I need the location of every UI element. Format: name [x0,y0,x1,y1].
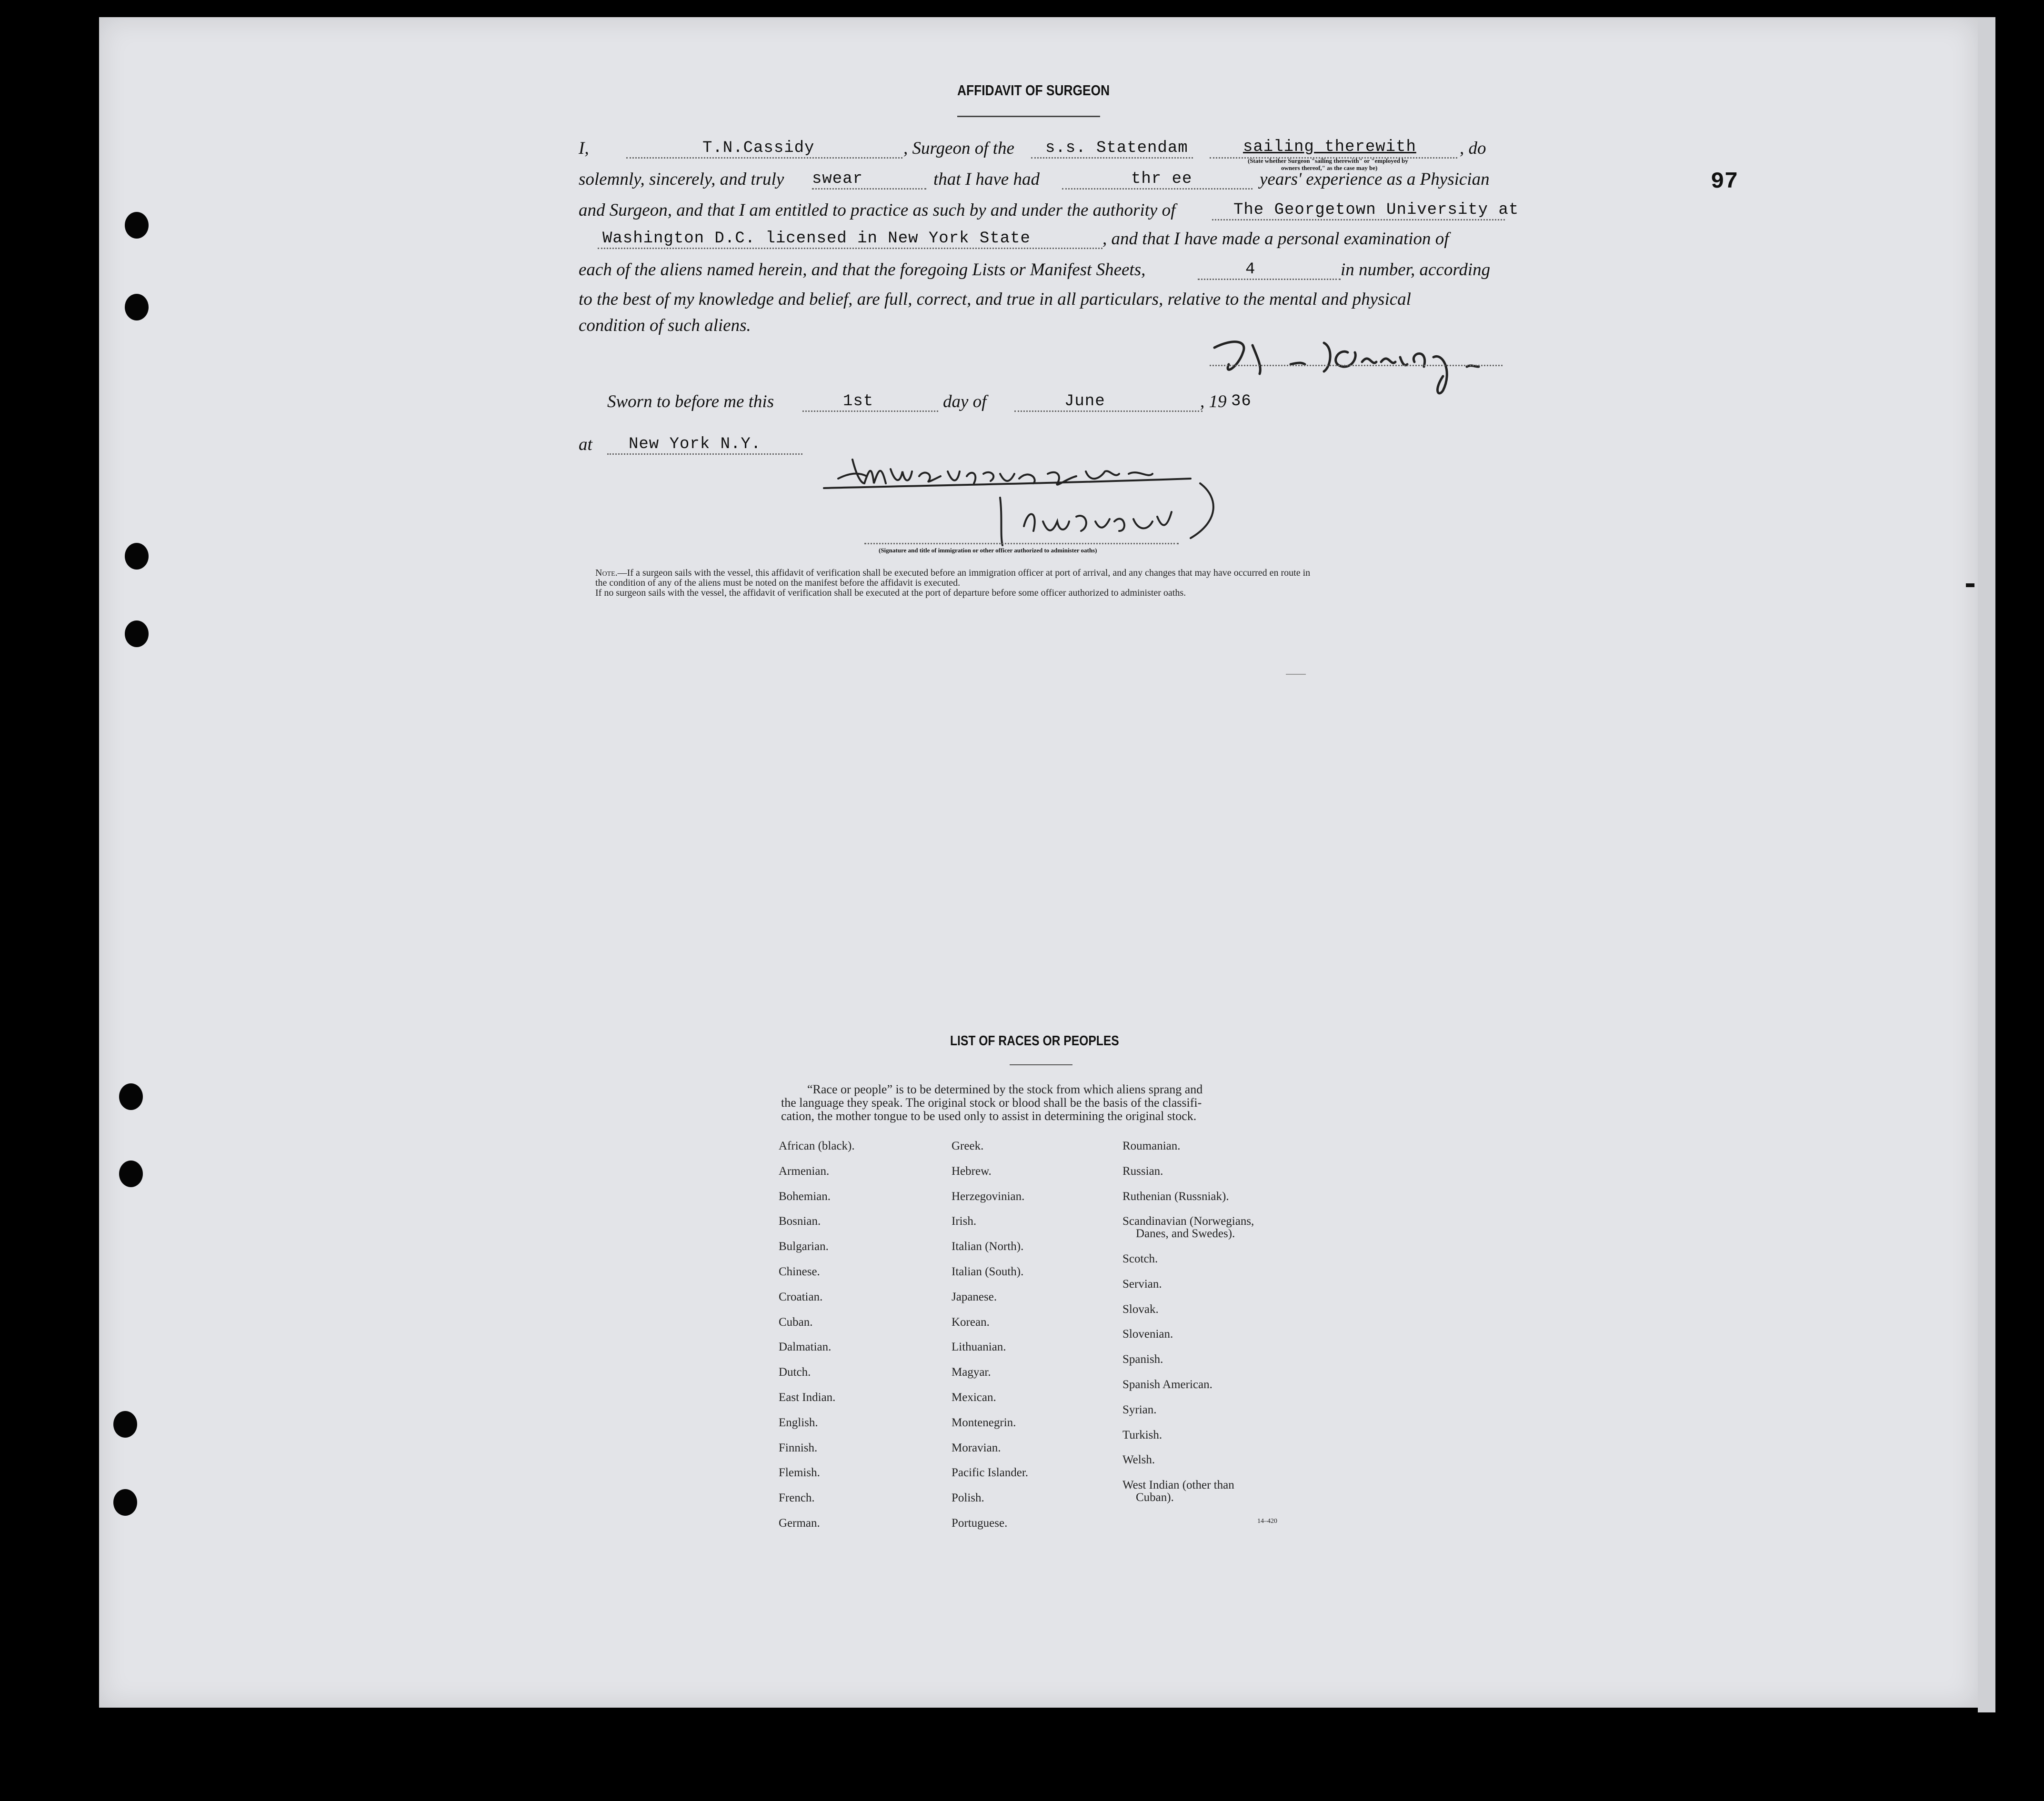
race-item: Turkish. [1122,1428,1162,1441]
fill-line [607,453,802,455]
condition-label: condition of such aliens. [579,316,751,335]
race-item: Italian (North). [952,1240,1024,1253]
races-rule [1010,1064,1072,1065]
race-item: German. [779,1517,820,1530]
race-item: French. [779,1491,815,1505]
note-text-1: —If a surgeon sails with the vessel, this affidavit of verification shall be executed before an immigration officer at port of arrival, and any changes that may have occurred en route in [617,568,1311,578]
fill-line [1031,157,1193,159]
affidavit-line-4 [579,229,1505,252]
punch-hole [119,1161,143,1187]
fill-line [626,157,902,159]
sailing-status: sailing therewith [1243,138,1416,156]
race-item: Welsh. [1122,1453,1155,1467]
race-item: Polish. [952,1491,984,1505]
fill-line [1014,410,1202,412]
race-item: Bosnian. [779,1215,821,1228]
fill-line [812,188,926,190]
races-intro-1: “Race or people” is to be determined by the stock from which aliens sprang and [807,1082,1203,1096]
race-item: East Indian. [779,1391,836,1404]
years-value: thr ee [1131,170,1192,188]
signature-line [1210,365,1503,366]
and-surgeon-label: and Surgeon, and that I am entitled to practice as such by and under the authority of [579,200,1176,220]
punch-hole [119,1083,143,1110]
race-item: Magyar. [952,1366,991,1379]
race-item: Roumanian. [1122,1140,1181,1152]
race-item: Ruthenian (Russniak). [1122,1190,1229,1203]
race-item: Armenian. [779,1164,830,1178]
race-item: Spanish. [1122,1353,1163,1366]
race-item: Scotch. [1122,1252,1158,1265]
race-item: Danes, and Swedes). [1136,1227,1235,1241]
race-item: Moravian. [952,1441,1001,1454]
surgeon-signature [1205,319,1514,400]
officer-signature [819,450,1248,555]
sheets-count: 4 [1245,260,1256,279]
affidavit-line-5 [579,260,1505,283]
sworn-day: 1st [843,392,874,410]
race-item: Portuguese. [952,1517,1008,1530]
punch-hole [113,1411,137,1438]
race-item: Japanese. [952,1290,997,1303]
race-item: Montenegrin. [952,1416,1016,1429]
race-item: Bohemian. [779,1190,831,1203]
affidavit-line-3 [579,200,1519,224]
that-i-have-had-label: that I have had [933,170,1040,189]
right-edge-strip [1978,17,1995,1712]
best-of-label: to the best of my knowledge and belief, are full, correct, and true in all particulars, relative to the mental and physical [579,290,1411,309]
race-item: Bulgarian. [779,1240,829,1253]
fill-line [598,248,1102,249]
race-item: Finnish. [779,1441,818,1454]
race-item: Scandinavian (Norwegians, [1122,1215,1254,1228]
race-item: Cuban). [1136,1491,1174,1504]
races-intro-3: cation, the mother tongue to be used only to assist in determining the original stock. [781,1109,1197,1123]
personal-exam-label: , and that I have made a personal examination of [1102,229,1449,249]
in-number-label: in number, according [1341,260,1491,280]
race-item: Mexican. [952,1391,996,1404]
race-item: English. [779,1416,818,1429]
punch-hole [125,294,149,320]
note-line-2: the condition of any of the aliens must be noted on the manifest before the affidavit is executed. [595,578,961,588]
sworn-label: Sworn to before me this [607,392,774,411]
sailing-note-1: (State whether Surgeon "sailing therewith" or "employed by [1248,157,1408,164]
affidavit-title: AFFIDAVIT OF SURGEON [957,82,1110,99]
oath-type: swear [812,170,863,188]
officer-caption: (Signature and title of immigration or other officer authorized to administer oaths) [879,547,1097,554]
race-item: Korean. [952,1315,990,1329]
mark [1286,674,1306,675]
experience-label: years' experience as a Physician [1260,170,1490,189]
race-item: Syrian. [1122,1403,1157,1416]
page-number: 97 [1711,169,1738,195]
race-item: Servian. [1122,1277,1162,1291]
surgeon-of-label: , Surgeon of the [903,139,1014,158]
i-label: I, [579,139,589,158]
punch-hole [125,620,149,647]
race-item: Dutch. [779,1366,811,1379]
punch-hole [125,212,149,239]
title-rule [957,116,1100,117]
punch-hole [113,1489,137,1516]
fill-line [1062,188,1252,190]
punch-hole [125,543,149,570]
authority-line-2: Washington D.C. licensed in New York State [602,230,1031,248]
sworn-month: June [1064,392,1105,410]
year-prefix: , 19 [1200,392,1227,411]
day-of-label: day of [943,392,987,411]
sworn-year: 36 [1231,392,1252,410]
surgeon-name: T.N.Cassidy [702,139,815,157]
races-intro-2: the language they speak. The original stock or blood shall be the basis of the classifi- [781,1096,1202,1110]
race-item: Chinese. [779,1265,820,1278]
race-item: Pacific Islander. [952,1466,1029,1480]
at-label: at [579,435,592,454]
affidavit-line-6 [579,289,1505,313]
race-item: Flemish. [779,1466,820,1480]
note-line-3: If no surgeon sails with the vessel, the affidavit of verification shall be executed at the port of departure before some officer authorized to administer oaths. [595,588,1186,598]
race-item: Italian (South). [952,1265,1024,1278]
affidavit-line-2 [579,169,1505,193]
do-label: , do [1460,139,1486,158]
race-item: West Indian (other than [1122,1479,1234,1492]
race-item: Russian. [1122,1164,1163,1178]
sworn-line [607,391,1533,415]
fill-line [802,410,938,412]
form-code: 14–420 [1257,1518,1277,1525]
fill-line [1212,219,1505,220]
races-title: LIST OF RACES OR PEOPLES [950,1033,1119,1049]
ship-name: s.s. Statendam [1045,139,1188,157]
race-item: Hebrew. [952,1164,992,1178]
race-item: Croatian. [779,1290,823,1303]
race-item: Spanish American. [1122,1378,1212,1391]
authority-line-1: The Georgetown University at [1233,201,1519,219]
race-item: Irish. [952,1215,977,1228]
race-item: Dalmatian. [779,1341,832,1354]
race-item: African (black). [779,1140,855,1152]
race-item: Cuban. [779,1315,813,1329]
race-item: Lithuanian. [952,1341,1006,1354]
race-item: Herzegovinian. [952,1190,1025,1203]
race-item: Greek. [952,1140,984,1152]
note-label: Note. [595,568,618,578]
fill-line [1198,279,1341,280]
race-item: Slovak. [1122,1302,1159,1316]
sailing-note-2: owners thereof," as the case may be) [1281,164,1378,171]
note-line-1 [595,568,1310,579]
each-of-label: each of the aliens named herein, and that the foregoing Lists or Manifest Sheets, [579,260,1146,280]
place-value: New York N.Y. [629,435,761,453]
race-item: Slovenian. [1122,1328,1173,1341]
solemnly-label: solemnly, sincerely, and truly [579,170,784,189]
mark [1966,583,1974,587]
officer-sign-line [864,543,1179,544]
